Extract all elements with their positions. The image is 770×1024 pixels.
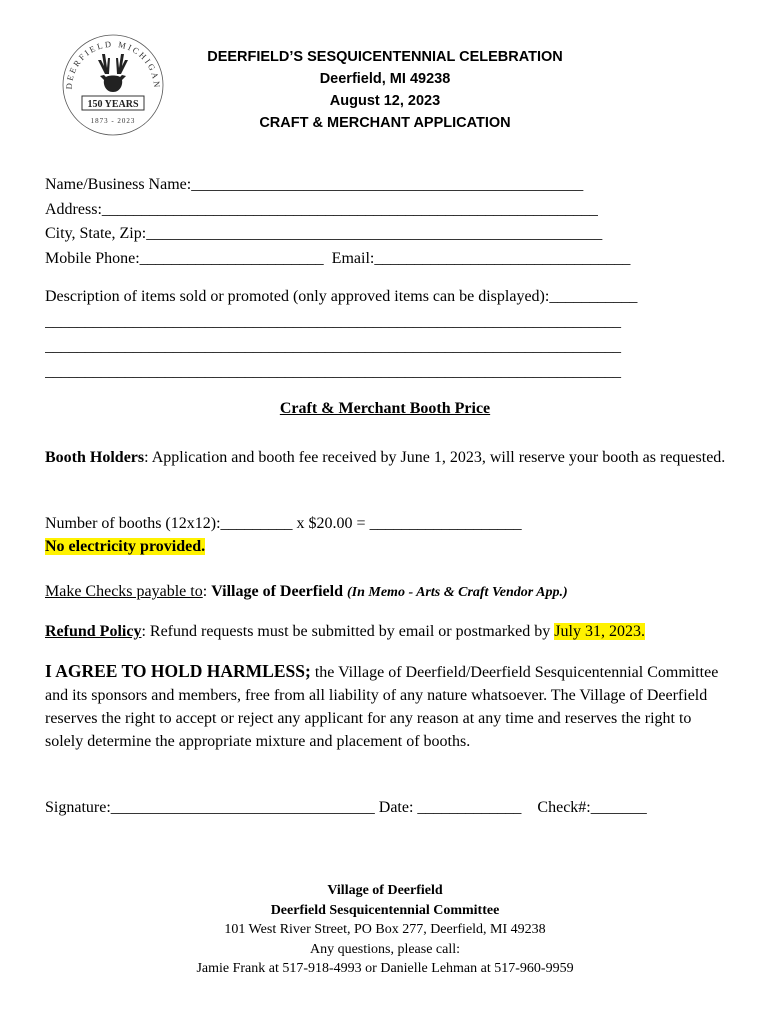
description-line[interactable]: ________________________________________________________________________	[45, 338, 621, 355]
footer	[0, 881, 770, 979]
checks-label: Make Checks payable to	[45, 583, 203, 600]
description-line[interactable]: ________________________________________________________________________	[45, 363, 621, 380]
description-label: Description of items sold or promoted (only approved items can be displayed):	[45, 288, 550, 305]
checks-memo: (In Memo - Arts & Craft Vendor App.)	[347, 585, 568, 600]
deer-head-icon	[98, 54, 128, 92]
logo-banner-text: 150 YEARS	[87, 99, 139, 110]
date-label: Date:	[374, 799, 418, 816]
city-field[interactable]: _________________________________________________________	[146, 225, 603, 242]
signature-label: Signature:	[45, 799, 111, 816]
phone-field[interactable]: _______________________	[139, 249, 324, 267]
booth-price-text: x $20.00 =	[292, 515, 370, 532]
hold-harmless-text: the Village of Deerfield/Deerfield Sesquicentennial Committee and its sponsors and members, free from all liability of any nature whatsoever. The Village of Deerfield reserves the right to accept or reject any applicant for any reason at any time and reserves the right to solely determine the appropriate mixture and placement of booths.	[45, 664, 719, 750]
document-header	[185, 46, 585, 134]
refund-text: : Refund requests must be submitted by email or postmarked by	[141, 623, 555, 640]
description-row	[45, 284, 705, 309]
phone-email-row	[45, 247, 705, 272]
signature-field[interactable]: _________________________________	[110, 799, 375, 816]
booth-count-label: Number of booths (12x12):	[45, 515, 221, 532]
booth-count-block	[45, 512, 730, 558]
city-row	[45, 222, 705, 247]
checks-payee: Village of Deerfield	[211, 583, 343, 600]
footer-village: Village of Deerfield	[327, 883, 443, 898]
booth-holders-label: Booth Holders	[45, 449, 145, 466]
refund-deadline: July 31, 2023.	[554, 623, 645, 640]
logo-years: 1873 - 2023	[90, 117, 136, 125]
city-label: City, State, Zip:	[45, 225, 147, 242]
booth-holders-text: : Application and booth fee received by June 1, 2023, will reserve your booth as requested.	[144, 449, 726, 466]
address-label: Address:	[45, 200, 102, 218]
hold-harmless-paragraph	[45, 660, 730, 753]
email-label: Email:	[331, 249, 375, 267]
no-electricity-notice: No electricity provided.	[45, 538, 206, 555]
name-row	[45, 173, 705, 198]
booth-price-heading: Craft & Merchant Booth Price	[279, 400, 491, 417]
name-label: Name/Business Name:	[45, 176, 192, 193]
footer-address: 101 West River Street, PO Box 277, Deerfield, MI 49238	[224, 922, 546, 937]
date-field[interactable]: _____________	[417, 799, 522, 816]
header-date: August 12, 2023	[329, 93, 441, 109]
booth-count-row	[45, 512, 730, 535]
address-row	[45, 198, 705, 223]
logo-arc-text: DEERFIELD MICHIGAN	[63, 38, 163, 90]
refund-policy-row	[45, 620, 730, 643]
booth-count-field[interactable]: _________	[220, 515, 293, 532]
address-field[interactable]: ______________________________________________________________	[101, 200, 598, 218]
header-title: DEERFIELD’S SESQUICENTENNIAL CELEBRATION	[207, 49, 563, 65]
check-number-label: Check#:	[537, 799, 591, 816]
checks-payable-row	[45, 580, 730, 604]
description-line[interactable]: ________________________________________________________________________	[45, 313, 621, 330]
footer-questions: Any questions, please call:	[309, 941, 461, 957]
contact-form	[45, 173, 705, 271]
refund-label: Refund Policy	[45, 623, 142, 640]
description-block	[45, 284, 705, 384]
email-field[interactable]: ________________________________	[374, 249, 631, 267]
footer-committee: Deerfield Sesquicentennial Committee	[270, 902, 500, 918]
checks-colon: :	[202, 583, 212, 600]
deerfield-150-years-logo	[58, 30, 168, 140]
header-location: Deerfield, MI 49238	[319, 71, 451, 87]
name-field[interactable]: _________________________________________________	[191, 176, 584, 193]
description-field-start[interactable]: ___________	[549, 288, 638, 305]
signature-row	[45, 796, 730, 819]
footer-contacts: Jamie Frank at 517-918-4993 or Danielle Lehman at 517-960-9959	[196, 961, 574, 976]
hold-harmless-heading: I AGREE TO HOLD HARMLESS;	[45, 661, 311, 681]
booth-holders-paragraph	[45, 446, 730, 469]
check-number-field[interactable]: _______	[590, 799, 647, 816]
booth-total-field[interactable]: ___________________	[369, 515, 522, 532]
phone-label: Mobile Phone:	[45, 249, 140, 267]
header-application-title: CRAFT & MERCHANT APPLICATION	[259, 115, 511, 131]
